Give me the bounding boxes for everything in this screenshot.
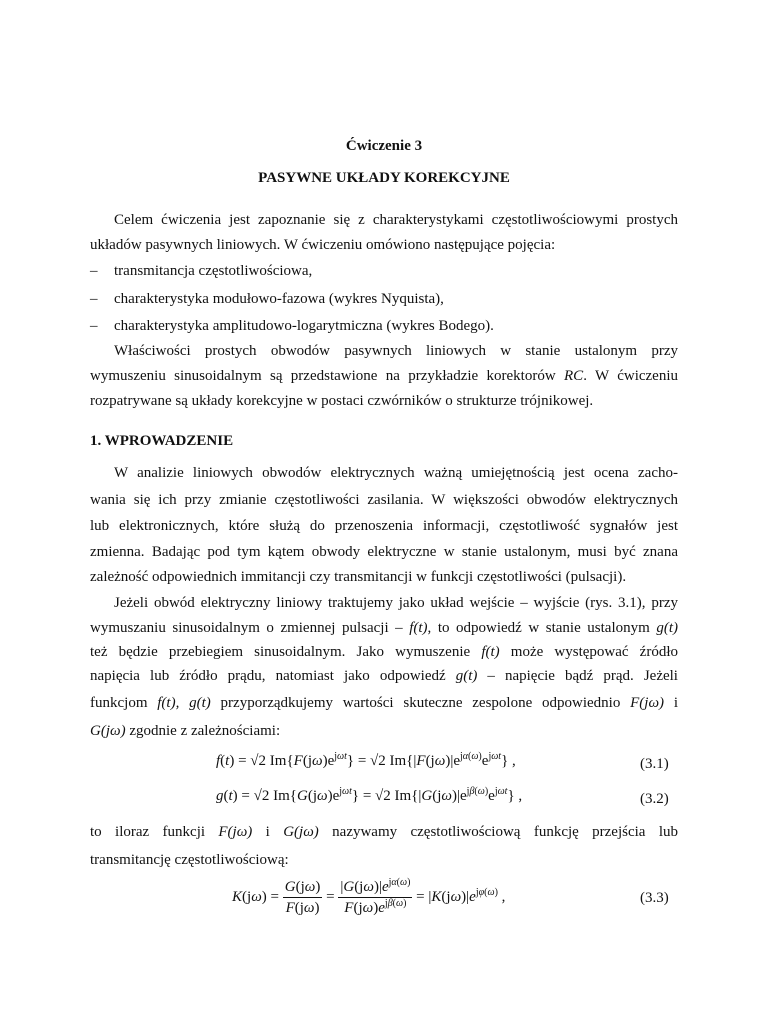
equation-number: (3.3) bbox=[640, 890, 669, 906]
document-title: PASYWNE UKŁADY KOREKCYJNE bbox=[258, 170, 510, 186]
intro-p2-line-3: rozpatrywane są układy korekcyjne w postaci czwórników o strukturze trójnikowej. bbox=[90, 393, 594, 409]
dash-bullet: – bbox=[90, 263, 98, 279]
s1-p1-line-2: wania się ich przy zmianie częstotliwości zasilania. W większości obwodów elektrycznych bbox=[90, 492, 678, 508]
equation-3-3: K(jω) = $\frac{G(j\omega)}{F(j\omega)}$ = $\frac{|G(j\omega)|e^{j\alpha(\omega)}}{F(j\omega)e^{j\beta(\omega)}}$ = $|K(j\omega)|e^{j\varphi(\omega)}$ , bbox=[232, 877, 506, 916]
after-eq-line-1: to iloraz funkcji F(jω) i G(jω) nazywamy częstotliwościową funkcję przejścia lub bbox=[90, 824, 678, 840]
equation-3-2: g(t) = √2 $Im\{G(j\omega)e^{j\omega t}\} = √2$ $Im\{|G(j\omega)|e^{j\beta(\omega)}e^{j\omega t}\}$ , bbox=[216, 786, 523, 804]
equation-number: (3.1) bbox=[640, 756, 669, 772]
s1-p2-line-1: Jeżeli obwód elektryczny liniowy traktujemy jako układ wejście – wyjście (rys. 3.1), przy bbox=[114, 595, 678, 611]
intro-line-1: Celem ćwiczenia jest zapoznanie się z charakterystykami częstotliwościowymi prostych bbox=[114, 212, 678, 228]
list-item-text: charakterystyka modułowo-fazowa (wykres Nyquista), bbox=[114, 291, 444, 307]
dash-bullet: – bbox=[90, 318, 98, 334]
exercise-number: Ćwiczenie 3 bbox=[345, 138, 423, 154]
s1-p1-line-5: zależność odpowiednich immitancji czy transmitancji w funkcji częstotliwości (pulsacji). bbox=[90, 569, 627, 585]
section-heading: 1. WPROWADZENIE bbox=[90, 433, 234, 449]
s1-p2-line-2: wymuszaniu sinusoidalnym o zmiennej pulsacji – f(t), to odpowiedź w stanie ustalonym g(t) bbox=[90, 620, 678, 636]
s1-p1-line-3: lub elektronicznych, które służą do przenoszenia informacji, częstotliwość sygnałów jest bbox=[90, 518, 678, 534]
equation-number: (3.2) bbox=[640, 791, 669, 807]
dash-bullet: – bbox=[90, 291, 98, 307]
s1-p2-line-4: napięcia lub źródło prądu, natomiast jako odpowiedź g(t) – napięcie bądź prąd. Jeżeli bbox=[90, 668, 678, 684]
equation-3-1: f(t) = √2 $Im\{F(j\omega)e^{j\omega t}\} = √2$ $Im\{|F(j\omega)|e^{j\alpha(\omega)}e^{j\omega t}\}$ , bbox=[216, 751, 516, 769]
list-item-text: transmitancja częstotliwościowa, bbox=[114, 263, 313, 279]
after-eq-line-2: transmitancję częstotliwościową: bbox=[90, 852, 289, 868]
intro-p2-line-2: wymuszeniu sinusoidalnym są przedstawione na przykładzie korektorów RC. W ćwiczeniu bbox=[90, 368, 679, 384]
intro-line-2: układów pasywnych liniowych. W ćwiczeniu omówiono następujące pojęcia: bbox=[90, 237, 556, 253]
s1-p2-line-5: funkcjom f(t), g(t) przyporządkujemy wartości skuteczne zespolone odpowiednio F(jω) i bbox=[90, 695, 679, 711]
intro-p2-line-1: Właściwości prostych obwodów pasywnych liniowych w stanie ustalonym przy bbox=[114, 343, 678, 359]
list-item-text: charakterystyka amplitudowo-logarytmiczna (wykres Bodego). bbox=[114, 318, 494, 334]
s1-p1-line-4: zmienna. Badając pod tym kątem obwody elektryczne w stanie ustalonym, musi być znana bbox=[90, 544, 678, 560]
s1-p2-line-6: G(jω) zgodnie z zależnościami: bbox=[90, 723, 281, 739]
s1-p1-line-1: W analizie liniowych obwodów elektrycznych ważną umiejętnością jest ocena zacho- bbox=[114, 465, 678, 481]
s1-p2-line-3: też będzie przebiegiem sinusoidalnym. Jako wymuszenie f(t) może występować źródło bbox=[90, 644, 678, 660]
